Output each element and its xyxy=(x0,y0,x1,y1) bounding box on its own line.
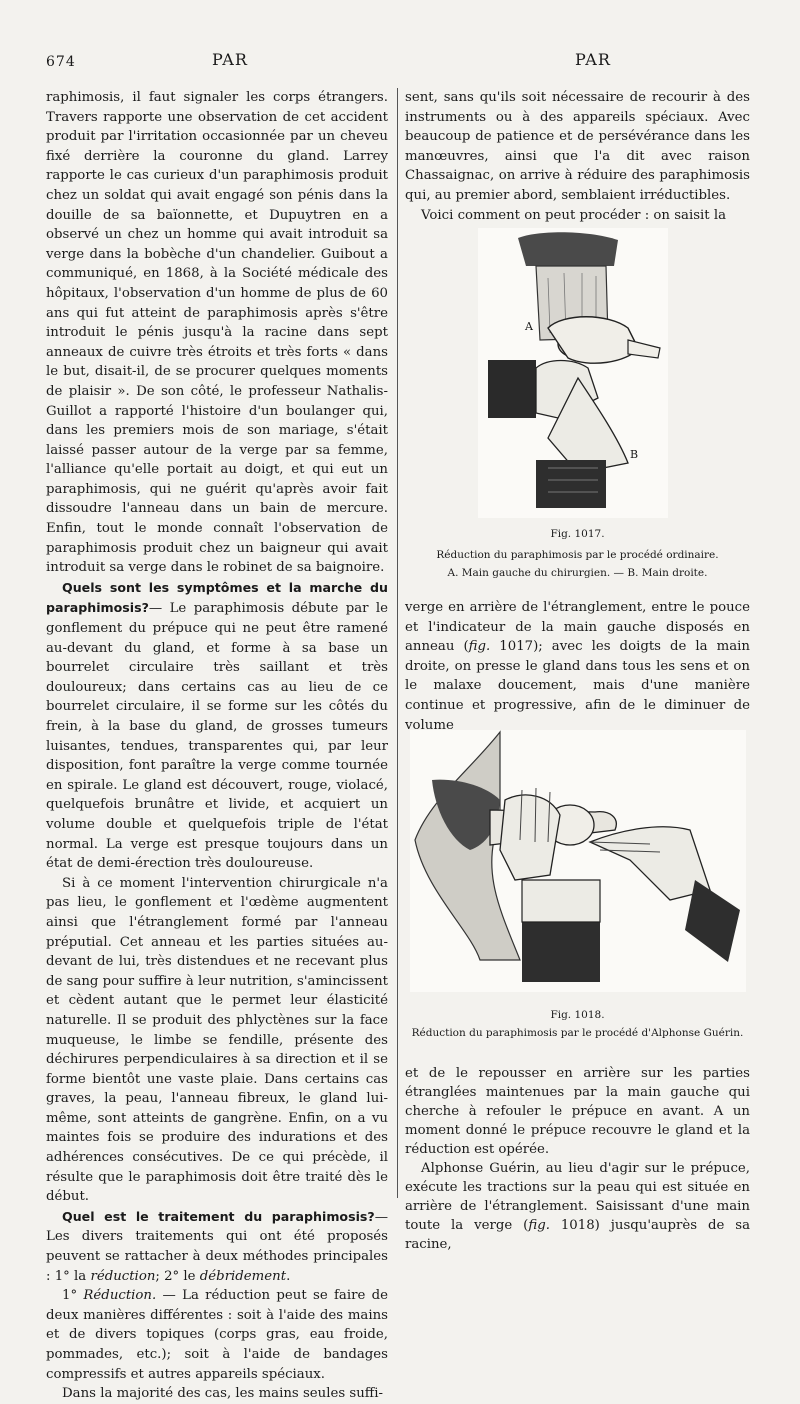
reduction-number: 1° xyxy=(62,1288,78,1304)
symptoms-text: — Le paraphimosis débute par le gonflement du prépuce qui ne peut être ramené au-devant du gland, et forme à sa base un bourrelet circulaire très saillant et très douloureux; dans certains cas au lieu de ce bourrelet circulaire, il se forme sur les côtés du frein, à la base du gland, de grosses tumeurs luisantes, tendues, transparentes qui, par leur disposition, font paraître la verge comme tournée en spirale. Le gland est découvert, rouge, violacé, quelquefois brunâtre et livide, et acquiert un volume double et quelquefois triple de l'état normal. La verge est presque toujours dans un état de demi-érection très douloureuse. xyxy=(46,601,388,872)
page-number: 674 xyxy=(46,54,76,70)
treatment-text-c: . xyxy=(286,1268,291,1284)
paragraph-patience: sent, sans qu'ils soit nécessaire de recourir à des instruments ou à des appareils spéciaux. Avec beaucoup de patience et de persévérance dans les manœuvres, ainsi que l'a dit avec raison Chassaignac, on arrive à réduire des paraphimosis qui, au premier abord, semblaient irréductibles. xyxy=(405,90,750,203)
figure-1017-caption: Réduction du paraphimosis par le procédé ordinaire. xyxy=(436,549,719,561)
paragraph-reduction xyxy=(46,1286,388,1384)
paragraph-symptoms xyxy=(46,578,388,874)
question-heading-symptoms: Quels sont les symptômes et la marche du paraphimosis? xyxy=(46,579,388,616)
malaxation-text-a: verge en arrière de l'étranglement, entre le pouce et l'indicateur de la main gauche disposés en anneau ( xyxy=(405,600,750,655)
treatment-reduction-italic: réduction xyxy=(90,1268,156,1284)
left-column xyxy=(46,88,388,1404)
figure-1018-caption: Réduction du paraphimosis par le procédé d'Alphonse Guérin. xyxy=(411,1027,744,1039)
paragraph-procedure-intro: Voici comment on peut procéder : on saisit la xyxy=(421,207,727,223)
reduction-heading: Réduction. xyxy=(83,1288,157,1304)
reduction-text: — La réduction peut se faire de deux manières différentes : soit à l'aide des mains et de divers topiques (corps gras, eau froide, pommades, etc.); soit à l'aide de bandages compressifs et autres appareils spéciaux. xyxy=(46,1288,388,1382)
treatment-text-b: ; 2° le xyxy=(155,1268,196,1284)
paragraph-malaxation xyxy=(405,598,750,735)
paragraph-repoussement: et de le repousser en arrière sur les parties étranglées maintenues par la main gauche qui cherche à refouler le prépuce en avant. A un moment donné le prépuce recouvre le gland et la réduction est opérée. xyxy=(405,1066,750,1157)
figure-1017-label-b: B xyxy=(630,448,639,461)
figure-1017-number: Fig. 1017. xyxy=(550,528,605,540)
column-divider xyxy=(397,88,398,1198)
right-column-middle xyxy=(405,598,750,735)
malaxation-fig-ref: fig. xyxy=(468,639,491,655)
figure-1017-illustration xyxy=(478,228,668,518)
paragraph-treatment xyxy=(46,1207,388,1286)
right-column xyxy=(405,88,750,225)
right-running-title: PAR xyxy=(575,50,611,69)
paragraph-guerin xyxy=(405,1159,750,1254)
guerin-text-a: Alphonse Guérin, au lieu d'agir sur le prépuce, exécute les tractions sur la peau qui est située en arrière de l'étranglement. Saisissant d'une main toute la verge ( xyxy=(405,1161,750,1233)
right-column-bottom xyxy=(405,1064,750,1254)
figure-1018-illustration xyxy=(410,730,746,992)
paragraph-hands: Dans la majorité des cas, les mains seules suffi- xyxy=(62,1386,383,1402)
paragraph-foreign-bodies: raphimosis, il faut signaler les corps étrangers. Travers rapporte une observation de cet accident produit par l'irritation occasionnée par un cheveu fixé derrière la couronne du gland. Larrey rapporte le cas curieux d'un paraphimosis produit chez un soldat qui avait engagé son pénis dans la douille de sa baïonnette, et Dupuytren en a observé un chez un homme qui avait introduit sa verge dans la bobèche d'un chandelier. Guibout a communiqué, en 1868, à la Société médicale des hôpitaux, l'observation d'un homme de plus de 60 ans qui fut atteint de paraphimosis après s'être introduit le pénis jusqu'à la racine dans sept anneaux de cuivre très étroits et très forts « dans le but, disait-il, de se procurer quelques moments de plaisir ». De son côté, le professeur Nathalis-Guillot a rapporté l'histoire d'un boulanger qui, dans les premiers mois de son mariage, s'était laissé passer autour de la verge par sa femme, l'alliance qu'elle portait au doigt, et qui eut un paraphimosis, qui ne guérit qu'après avoir fait dissoudre l'anneau dans un bain de mercure. Enfin, tout le monde connaît l'observation de paraphimosis produit chez un baigneur qui avait introduit sa verge dans le robinet de sa baignoire. xyxy=(46,90,388,576)
treatment-debridement-italic: débridement xyxy=(199,1268,287,1284)
question-heading-treatment: Quel est le traitement du paraphimosis? xyxy=(62,1208,375,1224)
guerin-text-b: 1018) jusqu'auprès de sa racine, xyxy=(405,1218,750,1252)
figure-1017-legend: A. Main gauche du chirurgien. — B. Main droite. xyxy=(447,567,708,579)
left-running-title: PAR xyxy=(212,50,248,69)
paragraph-progression: Si à ce moment l'intervention chirurgicale n'a pas lieu, le gonflement et l'œdème augmentent ainsi que l'étranglement formé par l'anneau préputial. Cet anneau et les parties situées au-devant de lui, très distendues et ne recevant plus de sang pour suffire à leur nutrition, s'amincissent et cèdent autant que le permet leur élasticité naturelle. Il se produit des phlyctènes sur la face muqueuse, le limbe se fendille, présente des déchirures perpendiculaires à sa direction et il se forme bientôt une vaste plaie. Dans certains cas graves, la peau, l'anneau fibreux, le gland lui-même, sont atteints de gangrène. Enfin, on a vu maintes fois se produire des indurations et des adhérences consécutives. De ce qui précède, il résulte que le paraphimosis doit être traité dès le début. xyxy=(46,875,388,1205)
figure-1017-label-a: A xyxy=(525,320,533,333)
treatment-text-a: — Les divers traitements qui ont été proposés peuvent se rattacher à deux méthodes principales : 1° la xyxy=(46,1209,388,1284)
figure-1018-number: Fig. 1018. xyxy=(550,1009,605,1021)
guerin-fig-ref: fig. xyxy=(528,1218,550,1233)
malaxation-text-b: 1017); avec les doigts de la main droite, on presse le gland dans tous les sens et on le malaxe doucement, mais d'une manière continue et progressive, afin de le diminuer de volume xyxy=(405,639,750,733)
